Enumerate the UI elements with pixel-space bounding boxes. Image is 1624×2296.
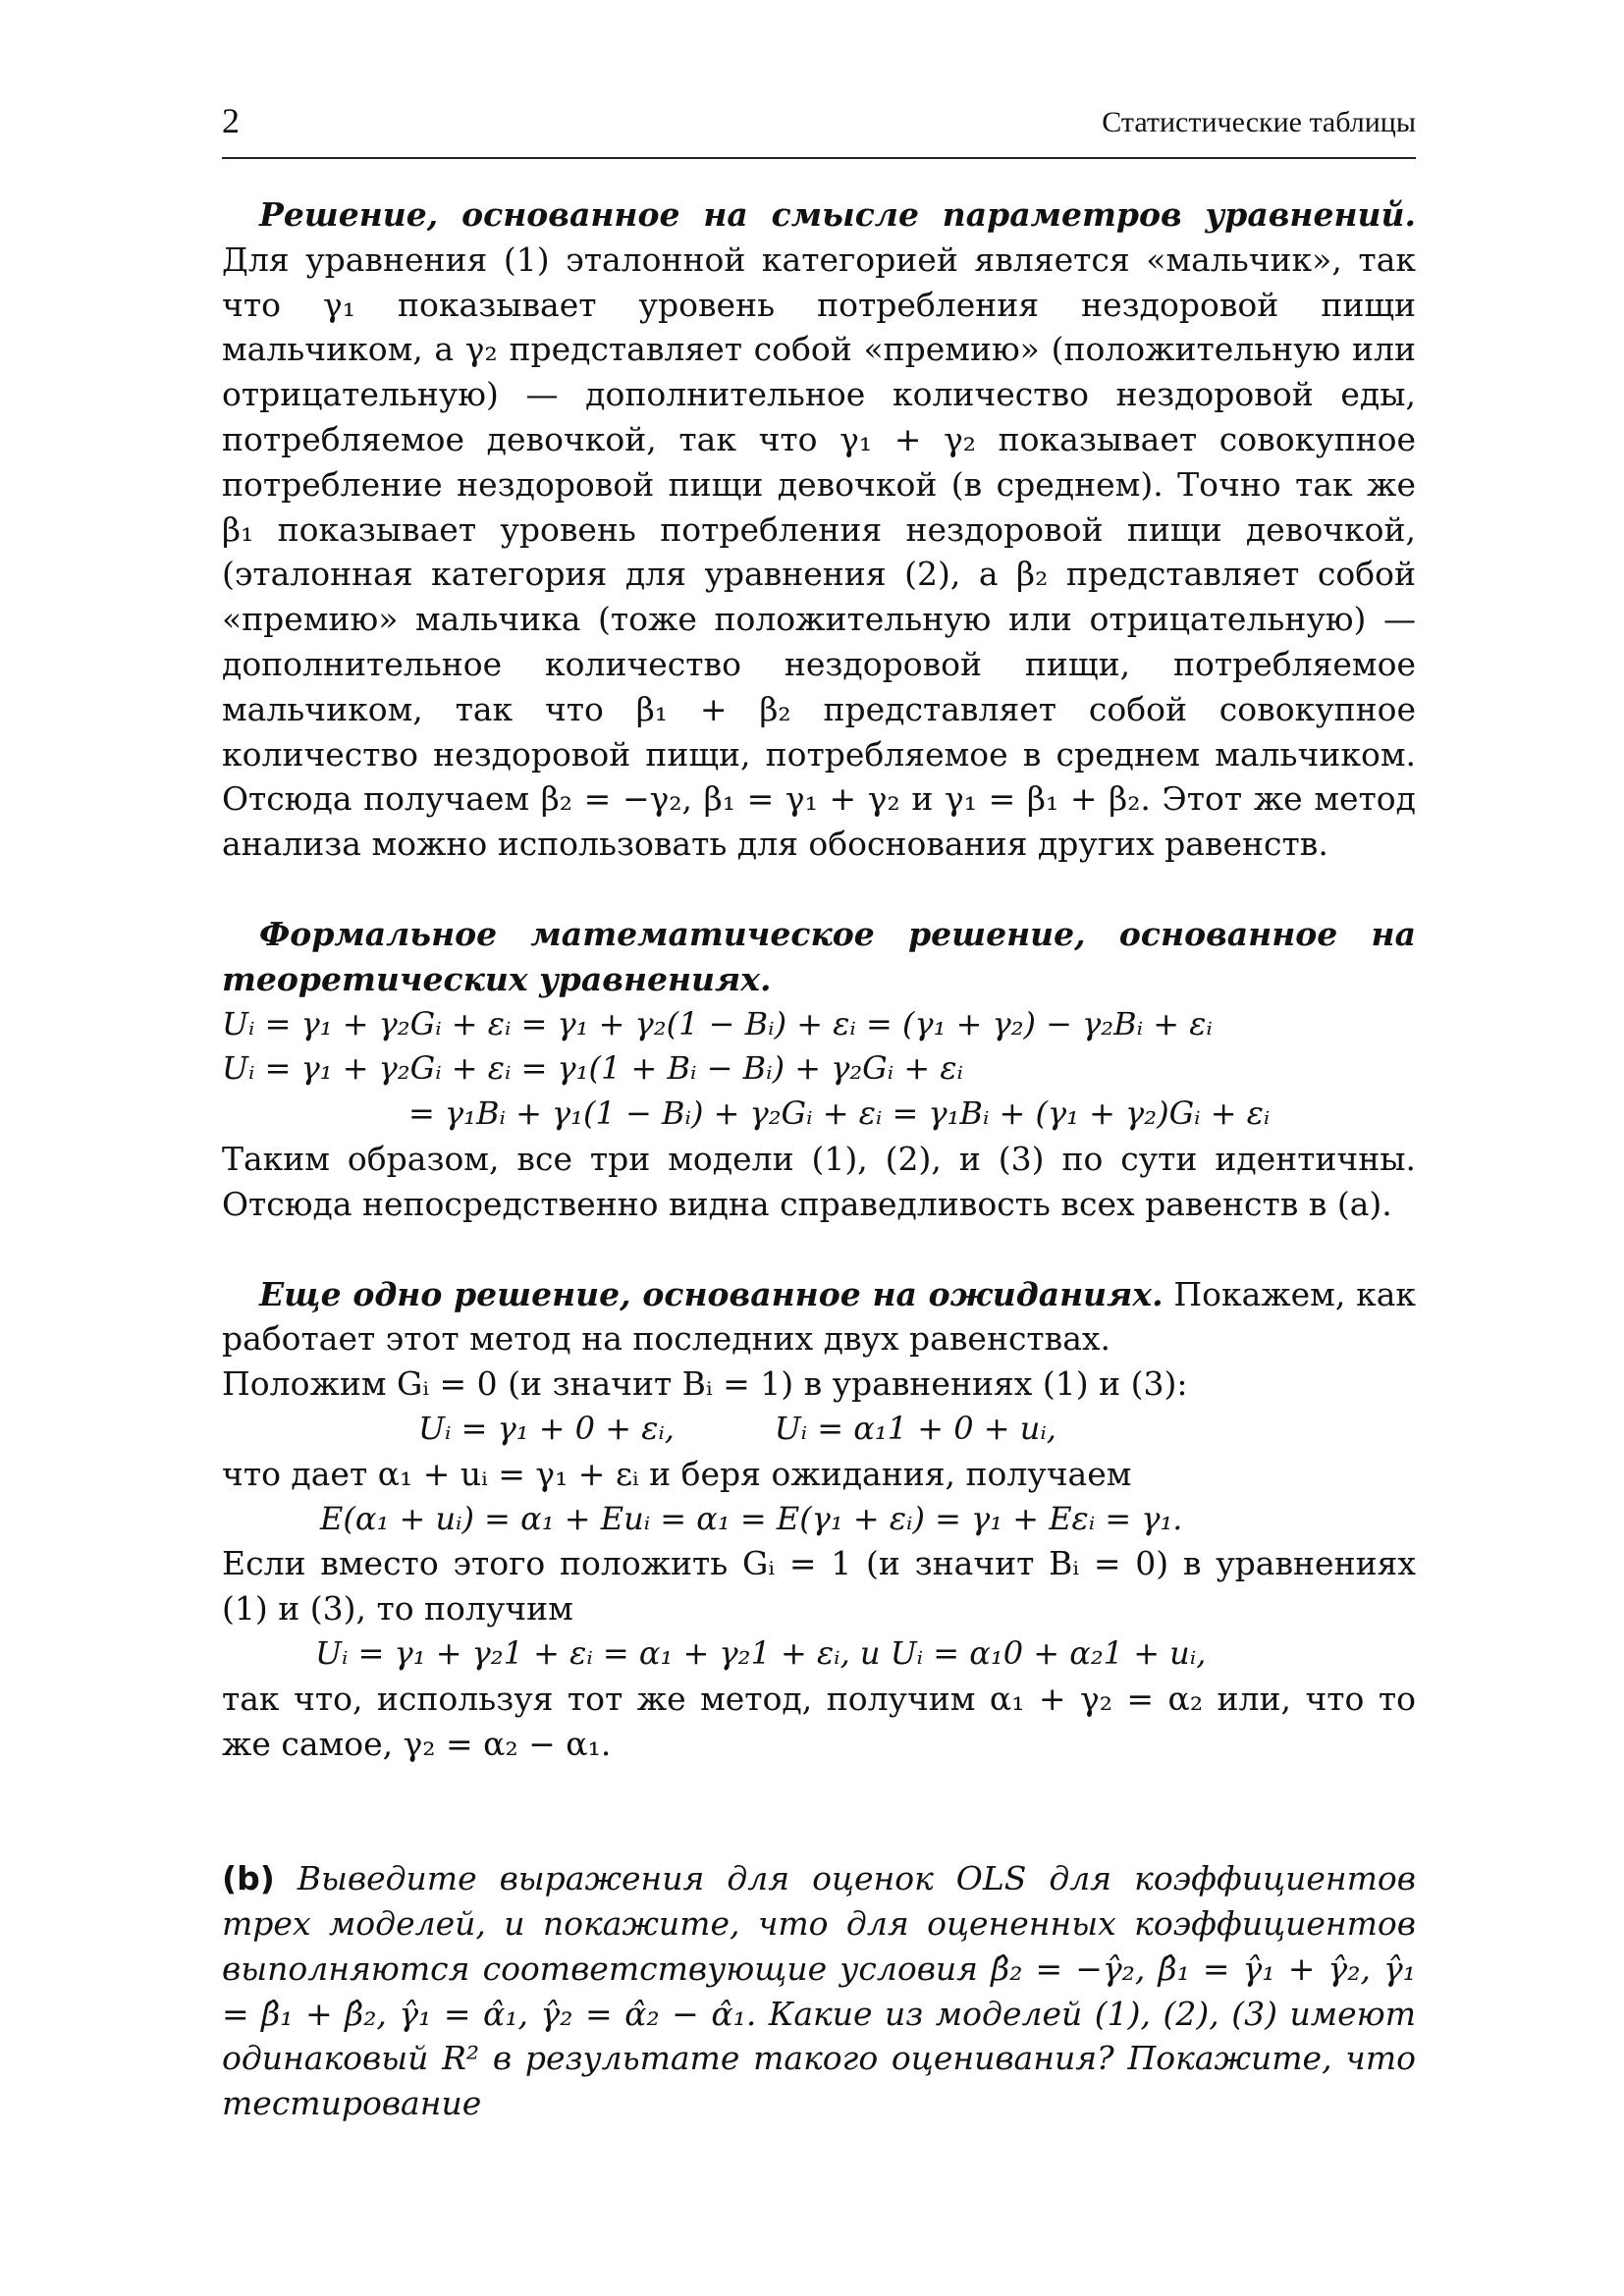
expectations-equation-1: Uᵢ = γ₁ + 0 + εᵢ, Uᵢ = α₁1 + 0 + uᵢ, [418, 1409, 1056, 1447]
expectations-line-2: что дает α₁ + uᵢ = γ₁ + εᵢ и беря ожидания, получаем [222, 1454, 1132, 1493]
formal-title-paragraph [222, 912, 1416, 1002]
expectations-equation-3: Uᵢ = γ₁ + γ₂1 + εᵢ = α₁ + γ₂1 + εᵢ, и Uᵢ = α₁0 + α₂1 + uᵢ, [315, 1633, 1207, 1672]
page-number: 2 [222, 101, 240, 140]
page-body [222, 192, 1416, 2126]
expectations-intro: Покажем, как работает этот метод на последних двух равенствах. [222, 1274, 1416, 1359]
formal-conclusion: Таким образом, все три модели (1), (2), и (3) по сути идентичны. Отсюда непосредственно видна справедливость всех равенств в (a). [222, 1139, 1416, 1223]
expectations-line-3: Если вместо этого положить Gᵢ = 1 (и значит Bᵢ = 0) в уравнениях (1) и (3), то получим [222, 1544, 1416, 1629]
expectations-equation-2: E(α₁ + uᵢ) = α₁ + Euᵢ = α₁ = E(γ₁ + εᵢ) = γ₁ + Eεᵢ = γ₁. [320, 1499, 1183, 1537]
part-b-paragraph [222, 1856, 1416, 2126]
spacer [222, 1766, 1416, 1856]
expectations-paragraph [222, 1272, 1416, 1362]
expectations-title: Еще одно решение, основанное на ожиданиях. [259, 1274, 1164, 1313]
formal-equation-1: Uᵢ = γ₁ + γ₂Gᵢ + εᵢ = γ₁ + γ₂(1 − Bᵢ) + εᵢ = (γ₁ + γ₂) − γ₂Bᵢ + εᵢ [222, 1004, 1213, 1042]
formal-equation-3: = γ₁Bᵢ + γ₁(1 − Bᵢ) + γ₂Gᵢ + εᵢ = γ₁Bᵢ + (γ₁ + γ₂)Gᵢ + εᵢ [408, 1095, 1271, 1133]
page-header [222, 96, 1416, 159]
spacer [222, 867, 1416, 912]
running-title: Статистические таблицы [1102, 106, 1416, 138]
formal-equation-2: Uᵢ = γ₁ + γ₂Gᵢ + εᵢ = γ₁(1 + Bᵢ − Bᵢ) + γ₂Gᵢ + εᵢ [222, 1049, 963, 1088]
meaning-title: Решение, основанное на смысле параметров уравнений. [259, 195, 1416, 234]
part-b-label: (b) [222, 1859, 275, 1898]
meaning-paragraph [222, 192, 1416, 867]
expectations-line-4: так что, используя тот же метод, получим α₁ + γ₂ = α₂ или, что то же самое, γ₂ = α₂ − α₁. [222, 1679, 1416, 1763]
spacer [222, 1227, 1416, 1272]
part-b-text: Выведите выражения для оценок OLS для коэффициентов трех моделей, и покажите, что для оцененных коэффициентов выполняются соответствующие условия β̂₂ = −γ̂₂, β̂₁ = γ̂₁ + γ̂₂, γ̂₁ = β̂₁ + β̂₂, γ̂₁ = α̂₁, γ̂₂ = α̂₂ − α̂₁. Какие из моделей (1), (2), (3) имеют одинаковый R² в результате такого оценивания? Покажите, что тестирование [222, 1859, 1416, 2123]
expectations-line-1: Положим Gᵢ = 0 (и значит Bᵢ = 1) в уравнениях (1) и (3): [222, 1364, 1188, 1404]
formal-title: Формальное математическое решение, основанное на теоретических уравнениях. [222, 914, 1416, 998]
meaning-body: Для уравнения (1) эталонной категорией является «мальчик», так что γ₁ показывает уровень потребления нездоровой пищи мальчиком, а γ₂ представляет собой «премию» (положительную или отрицательную) — дополнительное количество нездоровой еды, потребляемое девочкой, так что γ₁ + γ₂ показывает совокупное потребление нездоровой пищи девочкой (в среднем). Точно так же β₁ показывает уровень потребления нездоровой пищи девочкой, (эталонная категория для уравнения (2), а β₂ представляет собой «премию» мальчика (тоже положительную или отрицательную) — дополнительное количество нездоровой пищи, потребляемое мальчиком, так что β₁ + β₂ представляет собой совокупное количество нездоровой пищи, потребляемое в среднем мальчиком. Отсюда получаем β₂ = −γ₂, β₁ = γ₁ + γ₂ и γ₁ = β₁ + β₂. Этот же метод анализа можно использовать для обоснования других равенств. [222, 240, 1416, 864]
